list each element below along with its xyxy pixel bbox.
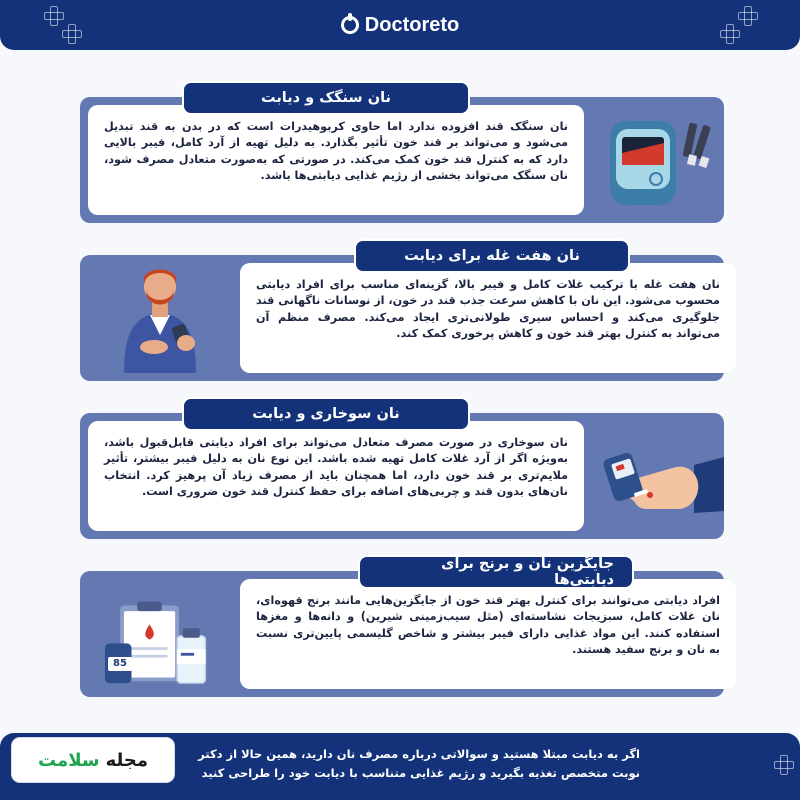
section-text: نان سوخاری در صورت مصرف متعادل می‌تواند برای افراد دیابتی قابل‌قبول باشد، به‌ویژه اگر از آرد غلات کامل تهیه شده باشد. این نوع نان به دلیل فیبر بیشتر، تأثیر ملایم‌تری بر قند خون دارد، اما همچنان باید از مصرف زیاد آن پرهیز کرد. انتخاب نان‌های بدون قند و چربی‌های اضافه برای حفظ کنترل قند خون ضروری است. — [88, 421, 584, 531]
glucose-meter-icon — [594, 105, 724, 215]
badge-word-2: سلامت — [38, 749, 100, 771]
footer-line-1: اگر به دیابت مبتلا هستید و سوالاتی درباره مصرف نان دارید، همین حالا از دکتر — [198, 747, 640, 761]
section-text: افراد دیابتی می‌توانند برای کنترل بهتر قند خون از جایگزین‌هایی مانند برنج قهوه‌ای، نان غلات کامل، سبزیجات نشاسته‌ای (مثل سیب‌زمینی شیرین) و دانه‌ها و مغزها استفاده کنند. این مواد غذایی دارای فیبر بیشتر و شاخص گلیسمی پایین‌تری نسبت به نان و برنج سفید هستند. — [240, 579, 736, 689]
magazine-badge — [12, 738, 174, 782]
section-title: نان سنگک و دیابت — [182, 81, 470, 115]
plus-pattern-icon — [720, 24, 738, 42]
section-title: نان هفت غله برای دیابت — [354, 239, 630, 273]
plus-pattern-icon — [738, 6, 756, 24]
section-title: نان سوخاری و دیابت — [182, 397, 470, 431]
section-alternatives — [80, 556, 724, 697]
header-bar — [0, 0, 800, 50]
brand-name: Doctoreto — [364, 13, 460, 36]
badge-word-1: مجله — [105, 749, 148, 771]
section-text: نان سنگک قند افزوده ندارد اما حاوی کربوهیدرات است که در بدن به قند تبدیل می‌شود و می‌تواند بر قند خون تأثیر بگذارد. به دلیل تهیه از آرد کامل، فیبر بالایی دارد که به کنترل قند خون کمک می‌کند. در صورتی که به‌صورت متعادل مصرف شود، نان سنگک می‌تواند بخشی از رژیم غذایی دیابتی‌ها باشد. — [88, 105, 584, 215]
section-sokhari — [80, 406, 724, 539]
footer-line-2: نوبت متخصص تغذیه بگیرید و رژیم غذایی متناسب با دیابت خود را طراحی کنید — [201, 766, 640, 780]
plus-pattern-icon — [774, 755, 792, 773]
stethoscope-logo-icon — [341, 16, 359, 34]
section-sangak — [80, 90, 724, 223]
man-checking-glucose-icon — [94, 263, 224, 373]
brand-logo — [341, 14, 459, 37]
plus-pattern-icon — [62, 24, 80, 42]
section-haft-ghale — [80, 248, 724, 381]
hand-glucose-test-icon — [594, 421, 724, 531]
glucose-reading: 85 — [108, 657, 132, 671]
plus-pattern-icon — [44, 6, 62, 24]
section-title: جایگزین نان و برنج برای دیابتی‌ها — [358, 555, 634, 589]
footer-text — [170, 745, 640, 783]
section-text: نان هفت غله با ترکیب غلات کامل و فیبر بالا، گزینه‌ای مناسب برای افراد دیابتی محسوب می‌شود. این نان با کاهش سرعت جذب قند در خون، از نوسانات ناگهانی قند جلوگیری می‌کند و احساس سیری طولانی‌تری ایجاد می‌کند. مصرف منظم آن می‌تواند به کنترل بهتر قند خون و کاهش پرخوری کمک کند. — [240, 263, 736, 373]
